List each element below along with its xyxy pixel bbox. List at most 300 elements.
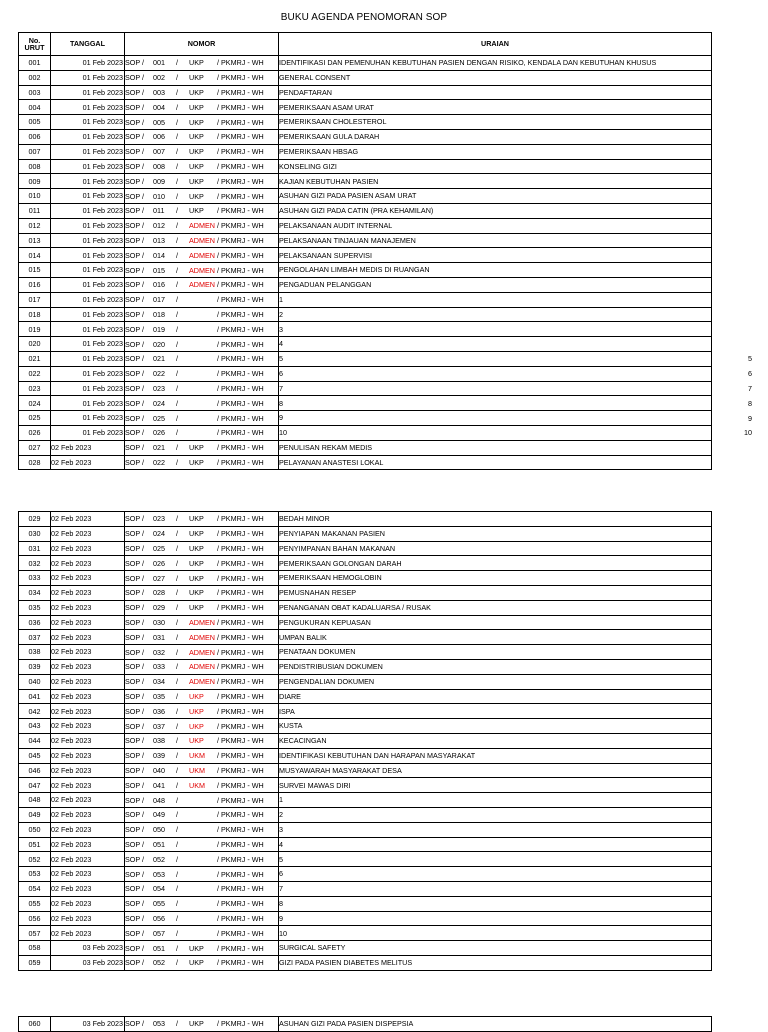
nomor-suffix: / PKMRJ - WH [217, 780, 264, 790]
table-row [19, 396, 712, 411]
tanggal-cell: 02 Feb 2023 [51, 793, 125, 808]
uraian-cell: ASUHAN GIZI PADA CATIN (PRA KEHAMILAN) [279, 203, 712, 218]
tanggal-cell: 01 Feb 2023 [51, 322, 125, 337]
table-row [19, 70, 712, 85]
tanggal-cell: 01 Feb 2023 [51, 159, 125, 174]
nomor-suffix: / PKMRJ - WH [217, 191, 264, 201]
tanggal-cell: 01 Feb 2023 [51, 218, 125, 233]
nomor-parts [125, 397, 278, 410]
document-title: BUKU AGENDA PENOMORAN SOP [280, 12, 448, 23]
nomor-prefix: SOP / [125, 721, 145, 731]
nomor-parts [125, 823, 278, 836]
nomor-prefix: SOP / [125, 250, 145, 260]
nomor-unit: ADMEN [189, 632, 215, 642]
nomor-prefix: SOP / [125, 647, 145, 657]
uraian-cell: PEMERIKSAAN GULA DARAH [279, 129, 712, 144]
nomor-parts [125, 130, 278, 143]
table-row [19, 526, 712, 541]
nomor-cell [125, 233, 279, 248]
nomor-separator: / [176, 176, 178, 186]
table-row [19, 129, 712, 144]
nomor-unit: ADMEN [189, 617, 215, 627]
no-urut-cell: 058 [19, 941, 51, 956]
nomor-cell [125, 337, 279, 352]
nomor-separator: / [176, 869, 178, 879]
nomor-parts [125, 675, 278, 688]
nomor-cell [125, 941, 279, 956]
nomor-parts [125, 882, 278, 895]
nomor-separator: / [176, 573, 178, 583]
nomor-suffix: / PKMRJ - WH [217, 383, 264, 393]
uraian-cell: PENGUKURAN KEPUASAN [279, 615, 712, 630]
tanggal-cell: 01 Feb 2023 [51, 351, 125, 366]
nomor-separator: / [176, 221, 178, 231]
nomor-parts [125, 660, 278, 673]
nomor-number: 054 [153, 884, 165, 894]
uraian-cell: 7 [279, 381, 712, 396]
nomor-suffix: / PKMRJ - WH [217, 884, 264, 894]
nomor-number: 012 [153, 221, 165, 231]
nomor-unit: ADMEN [189, 280, 215, 290]
table-row [19, 719, 712, 734]
nomor-unit: UKP [189, 132, 204, 142]
table-row [19, 955, 712, 970]
nomor-unit: UKP [189, 117, 204, 127]
nomor-cell [125, 807, 279, 822]
nomor-separator: / [176, 295, 178, 305]
nomor-suffix: / PKMRJ - WH [217, 398, 264, 408]
table-row [19, 645, 712, 660]
table-row [19, 748, 712, 763]
nomor-number: 015 [153, 265, 165, 275]
nomor-number: 022 [153, 369, 165, 379]
no-urut-cell: 035 [19, 600, 51, 615]
table-row [19, 541, 712, 556]
nomor-cell [125, 556, 279, 571]
nomor-separator: / [176, 147, 178, 157]
nomor-separator: / [176, 1019, 178, 1029]
tanggal-cell: 02 Feb 2023 [51, 615, 125, 630]
nomor-prefix: SOP / [125, 617, 145, 627]
nomor-number: 030 [153, 617, 165, 627]
uraian-cell: 5 [279, 351, 712, 366]
nomor-separator: / [176, 443, 178, 453]
nomor-separator: / [176, 839, 178, 849]
header-row [19, 33, 712, 56]
nomor-suffix: / PKMRJ - WH [217, 117, 264, 127]
uraian-cell: KONSELING GIZI [279, 159, 712, 174]
nomor-prefix: SOP / [125, 928, 145, 938]
tanggal-cell: 01 Feb 2023 [51, 100, 125, 115]
nomor-number: 041 [153, 780, 165, 790]
no-urut-cell: 044 [19, 733, 51, 748]
table-row [19, 600, 712, 615]
no-urut-cell: 033 [19, 571, 51, 586]
nomor-number: 002 [153, 73, 165, 83]
nomor-number: 049 [153, 810, 165, 820]
nomor-parts [125, 204, 278, 217]
nomor-suffix: / PKMRJ - WH [217, 617, 264, 627]
nomor-cell [125, 307, 279, 322]
nomor-parts [125, 412, 278, 425]
tanggal-cell: 01 Feb 2023 [51, 248, 125, 263]
uraian-cell: PENDISTRIBUSIAN DOKUMEN [279, 659, 712, 674]
no-urut-cell: 059 [19, 955, 51, 970]
tanggal-cell: 02 Feb 2023 [51, 719, 125, 734]
nomor-suffix: / PKMRJ - WH [217, 943, 264, 953]
tanggal-cell: 02 Feb 2023 [51, 852, 125, 867]
uraian-cell: DIARE [279, 689, 712, 704]
nomor-parts [125, 234, 278, 247]
nomor-cell [125, 174, 279, 189]
nomor-prefix: SOP / [125, 339, 145, 349]
uraian-cell: 3 [279, 822, 712, 837]
nomor-cell [125, 100, 279, 115]
table-row [19, 881, 712, 896]
uraian-cell: 5 [279, 852, 712, 867]
no-urut-cell: 027 [19, 440, 51, 455]
nomor-number: 040 [153, 765, 165, 775]
nomor-cell [125, 189, 279, 204]
table-body [19, 56, 712, 470]
nomor-number: 037 [153, 721, 165, 731]
table-row [19, 277, 712, 292]
nomor-cell [125, 659, 279, 674]
nomor-cell [125, 911, 279, 926]
nomor-cell [125, 144, 279, 159]
nomor-unit: UKP [189, 206, 204, 216]
no-urut-cell: 007 [19, 144, 51, 159]
table-row [19, 100, 712, 115]
uraian-cell: GIZI PADA PASIEN DIABETES MELITUS [279, 955, 712, 970]
nomor-suffix: / PKMRJ - WH [217, 324, 264, 334]
no-urut-cell: 029 [19, 512, 51, 527]
nomor-parts [125, 264, 278, 277]
nomor-separator: / [176, 943, 178, 953]
nomor-cell [125, 763, 279, 778]
table-row [19, 351, 712, 366]
tanggal-cell: 02 Feb 2023 [51, 822, 125, 837]
nomor-number: 025 [153, 543, 165, 553]
nomor-number: 028 [153, 588, 165, 598]
table-row [19, 85, 712, 100]
no-urut-cell: 039 [19, 659, 51, 674]
nomor-number: 039 [153, 751, 165, 761]
nomor-suffix: / PKMRJ - WH [217, 87, 264, 97]
tanggal-cell: 01 Feb 2023 [51, 144, 125, 159]
nomor-separator: / [176, 265, 178, 275]
nomor-number: 011 [153, 206, 165, 216]
no-urut-cell: 050 [19, 822, 51, 837]
uraian-cell: PELAKSANAAN AUDIT INTERNAL [279, 218, 712, 233]
uraian-cell: PENDAFTARAN [279, 85, 712, 100]
nomor-cell [125, 778, 279, 793]
nomor-suffix: / PKMRJ - WH [217, 928, 264, 938]
nomor-prefix: SOP / [125, 280, 145, 290]
nomor-suffix: / PKMRJ - WH [217, 825, 264, 835]
table-row [19, 159, 712, 174]
nomor-prefix: SOP / [125, 457, 145, 467]
nomor-separator: / [176, 339, 178, 349]
tanggal-cell: 02 Feb 2023 [51, 600, 125, 615]
no-urut-cell: 017 [19, 292, 51, 307]
tanggal-cell: 02 Feb 2023 [51, 440, 125, 455]
nomor-cell [125, 292, 279, 307]
nomor-separator: / [176, 191, 178, 201]
nomor-prefix: SOP / [125, 398, 145, 408]
nomor-unit: UKM [189, 765, 205, 775]
nomor-separator: / [176, 913, 178, 923]
uraian-cell: BEDAH MINOR [279, 512, 712, 527]
nomor-number: 018 [153, 309, 165, 319]
nomor-parts [125, 779, 278, 792]
nomor-prefix: SOP / [125, 221, 145, 231]
nomor-suffix: / PKMRJ - WH [217, 369, 264, 379]
tanggal-cell: 01 Feb 2023 [51, 381, 125, 396]
nomor-separator: / [176, 383, 178, 393]
tanggal-cell: 02 Feb 2023 [51, 778, 125, 793]
uraian-cell: UMPAN BALIK [279, 630, 712, 645]
nomor-number: 003 [153, 87, 165, 97]
nomor-separator: / [176, 928, 178, 938]
table-row [19, 322, 712, 337]
nomor-suffix: / PKMRJ - WH [217, 588, 264, 598]
nomor-parts [125, 145, 278, 158]
nomor-suffix: / PKMRJ - WH [217, 443, 264, 453]
no-urut-cell: 003 [19, 85, 51, 100]
nomor-parts [125, 542, 278, 555]
nomor-parts [125, 426, 278, 439]
nomor-parts [125, 160, 278, 173]
nomor-parts [125, 956, 278, 969]
nomor-suffix: / PKMRJ - WH [217, 899, 264, 909]
table-row [19, 911, 712, 926]
nomor-separator: / [176, 706, 178, 716]
nomor-number: 025 [153, 413, 165, 423]
table-row [19, 571, 712, 586]
nomor-unit: UKP [189, 73, 204, 83]
nomor-separator: / [176, 825, 178, 835]
no-urut-cell: 015 [19, 263, 51, 278]
no-urut-cell: 019 [19, 322, 51, 337]
tanggal-cell: 01 Feb 2023 [51, 189, 125, 204]
nomor-separator: / [176, 457, 178, 467]
nomor-prefix: SOP / [125, 206, 145, 216]
nomor-unit: ADMEN [189, 250, 215, 260]
no-urut-cell: 041 [19, 689, 51, 704]
no-urut-cell: 031 [19, 541, 51, 556]
nomor-parts [125, 190, 278, 203]
uraian-cell: GENERAL CONSENT [279, 70, 712, 85]
nomor-cell [125, 674, 279, 689]
side-number: 7 [748, 384, 752, 394]
uraian-cell: 8 [279, 896, 712, 911]
nomor-prefix: SOP / [125, 514, 145, 524]
nomor-suffix: / PKMRJ - WH [217, 958, 264, 968]
nomor-prefix: SOP / [125, 295, 145, 305]
table-row [19, 615, 712, 630]
nomor-separator: / [176, 428, 178, 438]
tanggal-cell: 02 Feb 2023 [51, 911, 125, 926]
nomor-unit: ADMEN [189, 235, 215, 245]
nomor-suffix: / PKMRJ - WH [217, 603, 264, 613]
nomor-unit: UKP [189, 958, 204, 968]
nomor-number: 052 [153, 958, 165, 968]
uraian-cell: 6 [279, 867, 712, 882]
uraian-cell: 10 [279, 425, 712, 440]
tanggal-cell: 02 Feb 2023 [51, 556, 125, 571]
nomor-prefix: SOP / [125, 677, 145, 687]
tanggal-cell: 01 Feb 2023 [51, 396, 125, 411]
nomor-prefix: SOP / [125, 869, 145, 879]
table-row [19, 674, 712, 689]
tanggal-cell: 02 Feb 2023 [51, 926, 125, 941]
nomor-prefix: SOP / [125, 632, 145, 642]
nomor-prefix: SOP / [125, 854, 145, 864]
nomor-parts [125, 853, 278, 866]
nomor-separator: / [176, 117, 178, 127]
nomor-unit: UKP [189, 573, 204, 583]
nomor-number: 022 [153, 457, 165, 467]
nomor-separator: / [176, 558, 178, 568]
nomor-unit: UKP [189, 191, 204, 201]
tanggal-cell: 01 Feb 2023 [51, 85, 125, 100]
nomor-suffix: / PKMRJ - WH [217, 751, 264, 761]
uraian-cell: ASUHAN GIZI PADA PASIEN DISPEPSIA [279, 1017, 712, 1032]
uraian-cell: PEMUSNAHAN RESEP [279, 585, 712, 600]
nomor-suffix: / PKMRJ - WH [217, 58, 264, 68]
uraian-cell: KECACINGAN [279, 733, 712, 748]
table-body [19, 512, 712, 971]
nomor-prefix: SOP / [125, 913, 145, 923]
nomor-prefix: SOP / [125, 736, 145, 746]
nomor-parts [125, 764, 278, 777]
sop-ledger-table-2 [18, 511, 712, 971]
nomor-number: 053 [153, 1019, 165, 1029]
tanggal-cell: 01 Feb 2023 [51, 337, 125, 352]
tanggal-cell: 01 Feb 2023 [51, 56, 125, 71]
nomor-prefix: SOP / [125, 558, 145, 568]
nomor-parts [125, 512, 278, 525]
nomor-cell [125, 896, 279, 911]
uraian-cell: PENULISAN REKAM MEDIS [279, 440, 712, 455]
table-row [19, 144, 712, 159]
table-row [19, 263, 712, 278]
nomor-cell [125, 600, 279, 615]
nomor-parts [125, 338, 278, 351]
nomor-separator: / [176, 280, 178, 290]
nomor-prefix: SOP / [125, 1019, 145, 1029]
tanggal-cell: 02 Feb 2023 [51, 645, 125, 660]
tanggal-cell: 02 Feb 2023 [51, 571, 125, 586]
nomor-parts [125, 441, 278, 454]
nomor-parts [125, 734, 278, 747]
nomor-unit: ADMEN [189, 265, 215, 275]
nomor-unit: UKP [189, 543, 204, 553]
nomor-cell [125, 248, 279, 263]
table-row [19, 733, 712, 748]
nomor-prefix: SOP / [125, 309, 145, 319]
nomor-number: 013 [153, 235, 165, 245]
uraian-cell: PEMERIKSAAN HEMOGLOBIN [279, 571, 712, 586]
table-row [19, 585, 712, 600]
nomor-cell [125, 645, 279, 660]
nomor-suffix: / PKMRJ - WH [217, 736, 264, 746]
table-row [19, 867, 712, 882]
nomor-cell [125, 733, 279, 748]
nomor-parts [125, 838, 278, 851]
tanggal-cell: 02 Feb 2023 [51, 704, 125, 719]
nomor-parts [125, 293, 278, 306]
nomor-parts [125, 367, 278, 380]
tanggal-cell: 02 Feb 2023 [51, 763, 125, 778]
nomor-suffix: / PKMRJ - WH [217, 706, 264, 716]
uraian-cell: PENGENDALIAN DOKUMEN [279, 674, 712, 689]
no-urut-cell: 040 [19, 674, 51, 689]
nomor-unit: UKP [189, 176, 204, 186]
nomor-prefix: SOP / [125, 176, 145, 186]
nomor-suffix: / PKMRJ - WH [217, 632, 264, 642]
nomor-unit: UKP [189, 161, 204, 171]
no-urut-cell: 056 [19, 911, 51, 926]
nomor-cell [125, 615, 279, 630]
header-nomor: NOMOR [125, 33, 279, 56]
no-urut-cell: 008 [19, 159, 51, 174]
tanggal-cell: 01 Feb 2023 [51, 411, 125, 426]
nomor-suffix: / PKMRJ - WH [217, 161, 264, 171]
table-row [19, 411, 712, 426]
nomor-unit: UKP [189, 691, 204, 701]
nomor-unit: UKM [189, 751, 205, 761]
nomor-separator: / [176, 632, 178, 642]
nomor-cell [125, 704, 279, 719]
nomor-separator: / [176, 543, 178, 553]
no-urut-cell: 057 [19, 926, 51, 941]
nomor-prefix: SOP / [125, 265, 145, 275]
side-number: 10 [744, 428, 752, 438]
no-urut-cell: 047 [19, 778, 51, 793]
nomor-cell [125, 881, 279, 896]
header-tanggal: TANGGAL [51, 33, 125, 56]
nomor-cell [125, 526, 279, 541]
tanggal-cell: 01 Feb 2023 [51, 277, 125, 292]
no-urut-cell: 020 [19, 337, 51, 352]
nomor-separator: / [176, 721, 178, 731]
nomor-suffix: / PKMRJ - WH [217, 309, 264, 319]
no-urut-cell: 012 [19, 218, 51, 233]
nomor-parts [125, 116, 278, 129]
nomor-suffix: / PKMRJ - WH [217, 221, 264, 231]
no-urut-cell: 005 [19, 115, 51, 130]
nomor-parts [125, 56, 278, 69]
table-row [19, 793, 712, 808]
table-row [19, 926, 712, 941]
nomor-parts [125, 690, 278, 703]
tanggal-cell: 02 Feb 2023 [51, 748, 125, 763]
nomor-prefix: SOP / [125, 161, 145, 171]
nomor-prefix: SOP / [125, 825, 145, 835]
nomor-suffix: / PKMRJ - WH [217, 662, 264, 672]
uraian-cell: KUSTA [279, 719, 712, 734]
nomor-parts [125, 219, 278, 232]
nomor-number: 051 [153, 839, 165, 849]
tanggal-cell: 01 Feb 2023 [51, 174, 125, 189]
no-urut-cell: 028 [19, 455, 51, 470]
side-number: 6 [748, 369, 752, 379]
nomor-unit: UKP [189, 514, 204, 524]
nomor-parts [125, 86, 278, 99]
nomor-suffix: / PKMRJ - WH [217, 573, 264, 583]
